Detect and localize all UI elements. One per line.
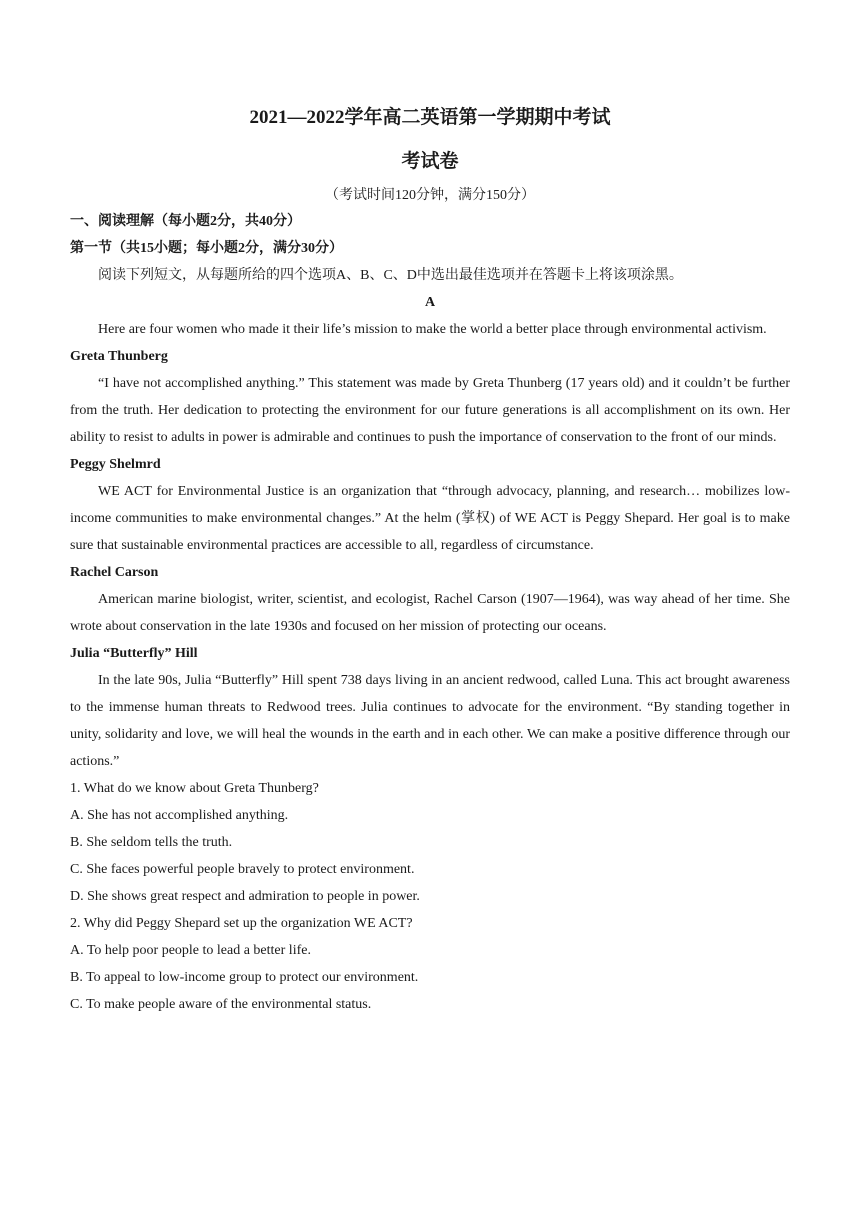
person-heading: Rachel Carson [70, 565, 159, 580]
answer-option: C. To make people aware of the environmental status. [70, 997, 372, 1012]
passage-intro: Here are four women who made it their life’s mission to make the world a better place through environmental activism. [98, 322, 767, 337]
person-paragraph: In the late 90s, Julia “Butterfly” Hill spent 738 days living in an ancient redwood, called Luna. This act brought awareness to the immense human threats to Redwood trees. Julia continues to advocate for the environment. “By standing together in unity, solidarity and love, we will heal the wounds in the earth and in each other. We can make a positive difference through our actions.” [70, 673, 790, 769]
person-paragraph: WE ACT for Environmental Justice is an organization that “through advocacy, planning, and research… mobilizes low-income communities to make environmental changes.” At the helm (掌权) of WE ACT is Peggy Shepard. Her goal is to make sure that sustainable environmental practices are accessible to all, regardless of circumstance. [70, 484, 790, 553]
answer-option: A. To help poor people to lead a better life. [70, 943, 311, 958]
question-stem: 2. Why did Peggy Shepard set up the organization WE ACT? [70, 916, 413, 931]
part-heading: 一、阅读理解（每小题2分，共40分） [70, 214, 301, 229]
person-paragraph: “I have not accomplished anything.” This statement was made by Greta Thunberg (17 years old) and it couldn’t be further from the truth. Her dedication to protecting the environment for our future generations is all accomplishment on its own. Her ability to resist to adults in power is admirable and continues to push the importance of conservation to the front of our minds. [70, 376, 790, 445]
exam-title: 2021—2022学年高二英语第一学期期中考试 [249, 107, 611, 128]
exam-time-note: （考试时间120分钟，满分150分） [325, 188, 535, 203]
question-stem: 1. What do we know about Greta Thunberg? [70, 781, 319, 796]
person-heading: Peggy Shelmrd [70, 457, 161, 472]
answer-option: B. To appeal to low-income group to protect our environment. [70, 970, 419, 985]
exam-page [70, 104, 790, 1018]
passage-label: A [424, 295, 436, 310]
instruction-text: 阅读下列短文，从每题所给的四个选项A、B、C、D中选出最佳选项并在答题卡上将该项涂黑。 [98, 268, 683, 283]
answer-option: D. She shows great respect and admiration to people in power. [70, 889, 420, 904]
exam-subtitle-title: 考试卷 [401, 151, 459, 172]
person-heading: Julia “Butterfly” Hill [70, 646, 198, 661]
answer-option: B. She seldom tells the truth. [70, 835, 233, 850]
answer-option: A. She has not accomplished anything. [70, 808, 289, 823]
person-heading: Greta Thunberg [70, 349, 168, 364]
person-paragraph: American marine biologist, writer, scientist, and ecologist, Rachel Carson (1907—1964), was way ahead of her time. She wrote about conservation in the late 1930s and focused on her mission of protecting our oceans. [70, 592, 790, 634]
section-heading: 第一节（共15小题；每小题2分，满分30分） [70, 241, 343, 256]
answer-option: C. She faces powerful people bravely to protect environment. [70, 862, 415, 877]
